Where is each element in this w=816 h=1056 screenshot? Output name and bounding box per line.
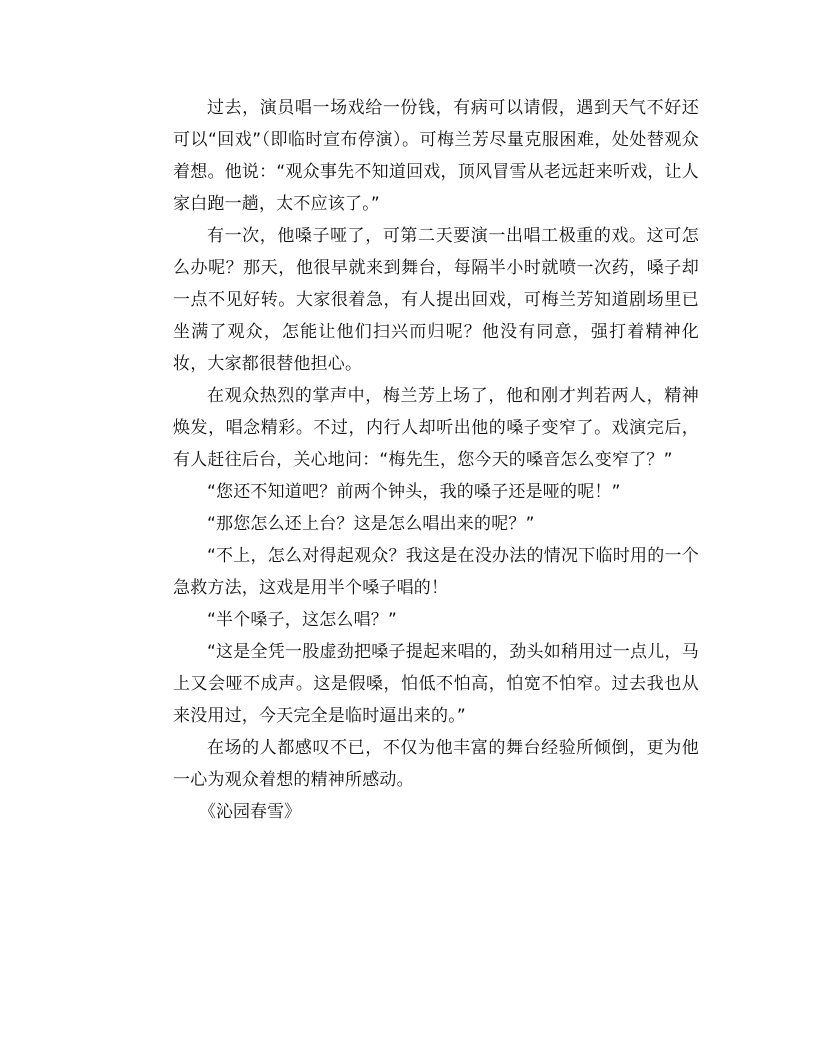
closing-title: 《沁园春雪》 <box>199 802 301 822</box>
dialogue-line-1: “您还不知道吧？前两个钟头，我的嗓子还是哑的呢！” <box>207 482 621 502</box>
document-body <box>173 92 699 828</box>
dialogue-line-5: “这是全凭一股虚劲把嗓子提起来唱的，劲头如稍用过一点儿，马上又会哑不成声。这是假嗓，怕低不怕高，怕宽不怕窄。过去我也从来没用过，今天完全是临时逼出来的。” <box>173 642 699 726</box>
paragraph-2: 有一次，他嗓子哑了，可第二天要演一出唱工极重的戏。这可怎么办呢？那天，他很早就来到舞台，每隔半小时就喷一次药，嗓子却一点不见好转。大家很着急，有人提出回戏，可梅兰芳知道剧场里已坐满了观众，怎能让他们扫兴而归呢？他没有同意，强打着精神化妆，大家都很替他担心。 <box>173 226 699 374</box>
paragraph-3: 在观众热烈的掌声中，梅兰芳上场了，他和刚才判若两人，精神焕发，唱念精彩。不过，内行人却听出他的嗓子变窄了。戏演完后，有人赶往后台，关心地问：“梅先生，您今天的嗓音怎么变窄了？” <box>173 386 699 470</box>
paragraph-1: 过去，演员唱一场戏给一份钱，有病可以请假，遇到天气不好还可以“回戏”（即临时宣布停演）。可梅兰芳尽量克服困难，处处替观众着想。他说：“观众事先不知道回戏，顶风冒雪从老远赶来听戏，让人家白跑一趟，太不应该了。” <box>173 98 699 214</box>
dialogue-line-3: “不上，怎么对得起观众？我这是在没办法的情况下临时用的一个急救方法，这戏是用半个嗓子唱的！ <box>173 546 699 598</box>
paragraph-closing: 在场的人都感叹不已，不仅为他丰富的舞台经验所倾倒，更为他一心为观众着想的精神所感动。 <box>173 738 699 790</box>
dialogue-line-4: “半个嗓子，这怎么唱？” <box>207 610 398 630</box>
dialogue-line-2: “那您怎么还上台？这是怎么唱出来的呢？” <box>207 514 535 534</box>
